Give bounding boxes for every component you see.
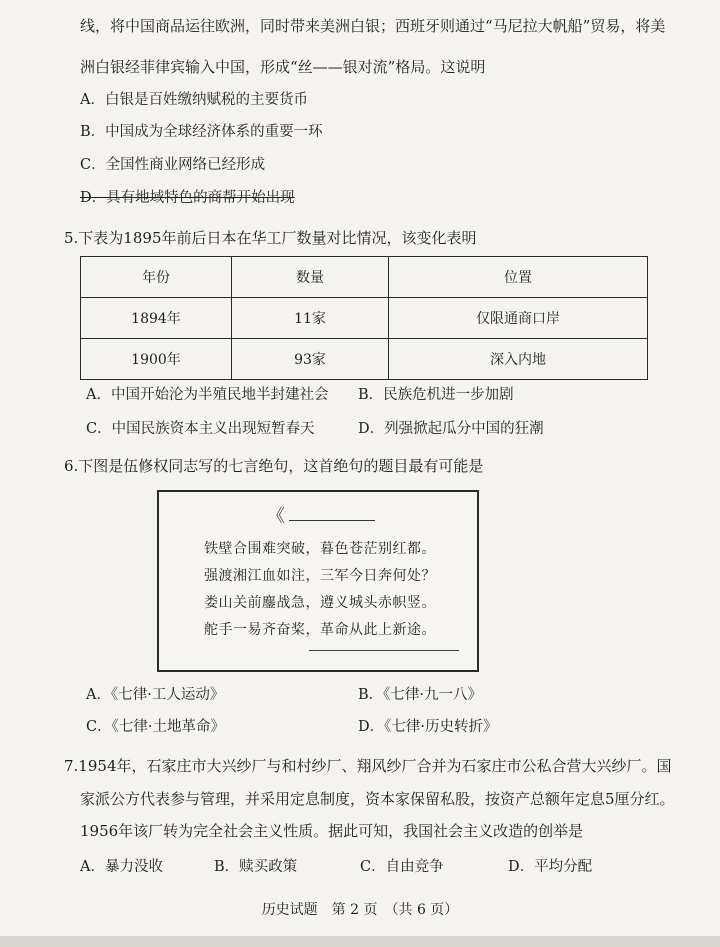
table-cell: 11家: [232, 298, 389, 339]
q7-option-a: A．暴力没收: [80, 859, 163, 875]
q4-option-c: C．全国性商业网络已经形成: [80, 157, 266, 173]
poem-box: [157, 490, 479, 672]
poem-line-2: 强渡湘江血如注，三军今日奔何处？: [204, 568, 436, 584]
q5-option-d: D．列强掀起瓜分中国的狂潮: [358, 421, 544, 437]
poem-signature-line: [309, 650, 459, 651]
poem-line-1: 铁壁合围难突破，暮色苍茫别红都。: [204, 541, 436, 557]
q4-stem-line2: 洲白银经菲律宾输入中国，形成“丝——银对流”格局。这说明: [80, 58, 486, 76]
table-cell: 1900年: [81, 339, 232, 380]
q5-table: [80, 256, 648, 380]
q6-option-a: A．《七律·工人运动》: [86, 687, 225, 703]
q6-option-b: B．《七律·九一八》: [358, 687, 483, 703]
q5-stem: 5.下表为1895年前后日本在华工厂数量对比情况，该变化表明: [64, 229, 477, 247]
q7-stem-line1: 7.1954年，石家庄市大兴纱厂与和村纱厂、翔风纱厂合并为石家庄市公私合营大兴纱厂。国: [64, 757, 672, 775]
q7-stem-line2: 家派公方代表参与管理，并采用定息制度，资本家保留私股，按资产总额年定息5厘分红。: [80, 790, 675, 808]
q4-option-a: A．白银是百姓缴纳赋税的主要货币: [80, 92, 308, 108]
page-footer: 历史试题 第 2 页 （共 6 页）: [261, 902, 459, 918]
q6-option-d: D．《七律·历史转折》: [358, 719, 498, 735]
q5-option-a: A．中国开始沦为半殖民地半封建社会: [86, 387, 329, 403]
q6-option-c: C．《七律·土地革命》: [86, 719, 225, 735]
table-cell: 深入内地: [389, 339, 648, 380]
table-header-row: [81, 257, 648, 298]
q4-stem-line1: 线，将中国商品运往欧洲，同时带来美洲白银；西班牙则通过“马尼拉大帆船”贸易，将美: [80, 17, 666, 35]
table-header-location: 位置: [389, 257, 648, 298]
q7-stem-line3: 1956年该厂转为完全社会主义性质。据此可知，我国社会主义改造的创举是: [80, 822, 584, 840]
q7-option-d: D．平均分配: [508, 859, 593, 875]
poem-title-blank: [289, 520, 375, 521]
table-cell: 1894年: [81, 298, 232, 339]
table-row: [81, 339, 648, 380]
table-header-year: 年份: [81, 257, 232, 298]
q4-option-b: B．中国成为全球经济体系的重要一环: [80, 124, 323, 140]
table-header-count: 数量: [232, 257, 389, 298]
q6-stem: 6.下图是伍修权同志写的七言绝句，这首绝句的题目最有可能是: [64, 457, 484, 475]
poem-line-3: 娄山关前鏖战急，遵义城头赤帜竖。: [204, 595, 436, 611]
poem-title-mark: 《: [267, 506, 285, 527]
table-cell: 93家: [232, 339, 389, 380]
q4-option-d: D．具有地域特色的商帮开始出现: [80, 190, 295, 206]
q7-option-c: C．自由竞争: [360, 859, 444, 875]
table-cell: 仅限通商口岸: [389, 298, 648, 339]
scan-bottom-edge: [0, 936, 720, 947]
q5-option-c: C．中国民族资本主义出现短暂春天: [86, 421, 315, 437]
poem-line-4: 舵手一易齐奋桨，革命从此上新途。: [204, 622, 436, 638]
q7-option-b: B．赎买政策: [214, 859, 298, 875]
q5-option-b: B．民族危机进一步加剧: [358, 387, 514, 403]
table-row: [81, 298, 648, 339]
